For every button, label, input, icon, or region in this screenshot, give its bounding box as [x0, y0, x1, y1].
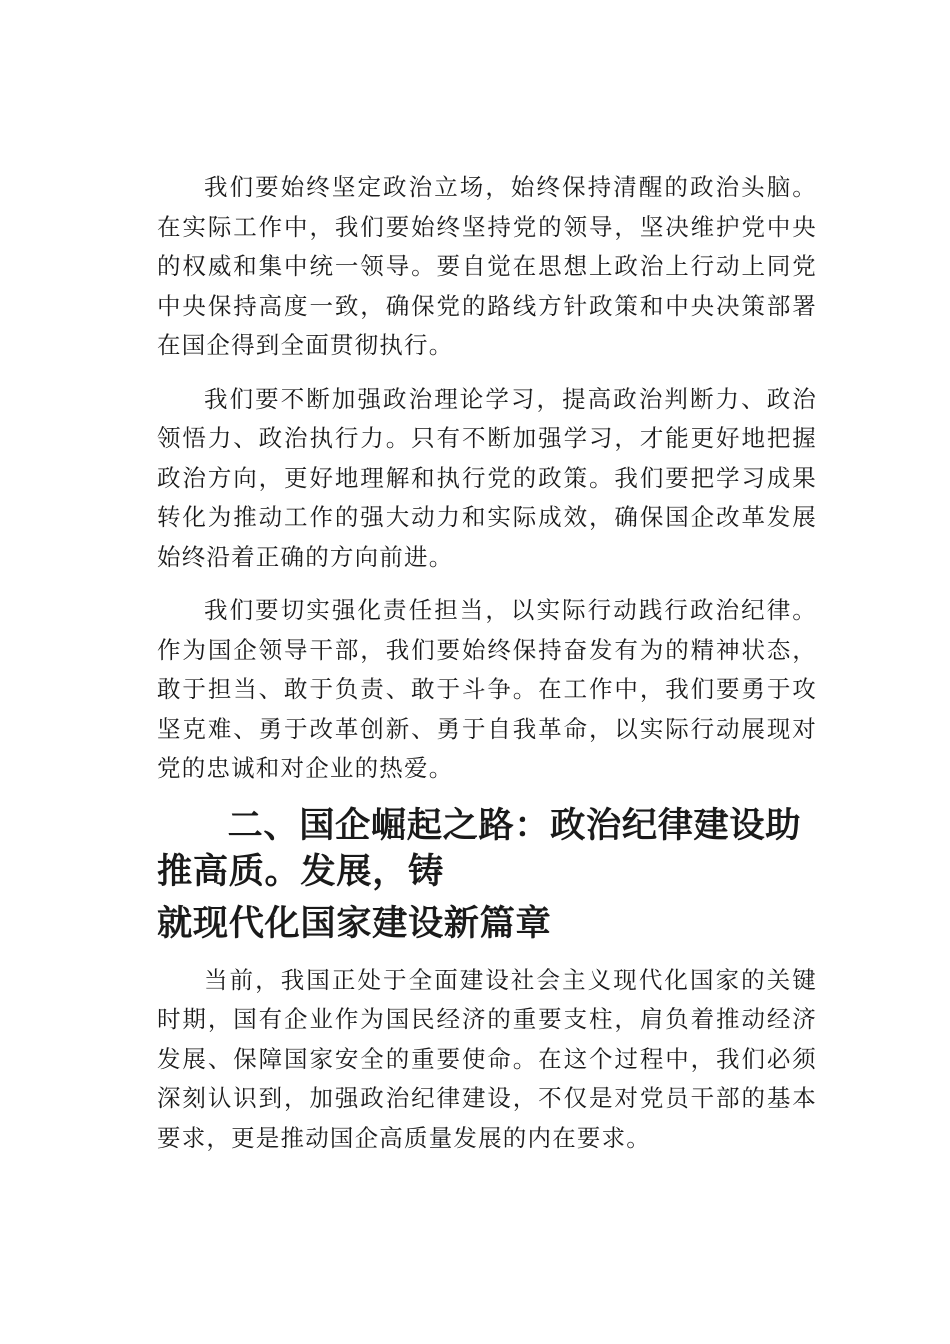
- paragraph-responsibility: 我们要切实强化责任担当，以实际行动践行政治纪律。作为国企领导干部，我们要始终保持奋发有为的精神状态，敢于担当、敢于负责、敢于斗争。在工作中，我们要勇于攻坚克难、勇于改革创新、勇于自我革命，以实际行动展现对党的忠诚和对企业的热爱。: [157, 596, 817, 782]
- paragraph-political-stance: 我们要始终坚定政治立场，始终保持清醒的政治头脑。在实际工作中，我们要始终坚持党的领导，坚决维护党中央的权威和集中统一领导。要自觉在思想上政治上行动上同党中央保持高度一致，确保党的路线方针政策和中央决策部署在国企得到全面贯彻执行。: [157, 173, 817, 359]
- section-heading-line-2: 就现代化国家建设新篇章: [157, 902, 552, 944]
- paragraph-theory-study: 我们要不断加强政治理论学习，提高政治判断力、政治领悟力、政治执行力。只有不断加强学习，才能更好地把握政治方向，更好地理解和执行党的政策。我们要把学习成果转化为推动工作的强大动力和实际成效，确保国企改革发展始终沿着正确的方向前进。: [157, 384, 817, 571]
- section-heading: [157, 803, 817, 947]
- section-heading-line-1: 二、国企崛起之路：政治纪律建设助推高质。发展，铸: [157, 804, 802, 892]
- document-body: [157, 168, 817, 1158]
- paragraph-current-period: 当前，我国正处于全面建设社会主义现代化国家的关键时期，国有企业作为国民经济的重要支柱，肩负着推动经济发展、保障国家安全的重要使命。在这个过程中，我们必须深刻认识到，加强政治纪律建设，不仅是对党员干部的基本要求，更是推动国企高质量发展的内在要求。: [157, 965, 817, 1152]
